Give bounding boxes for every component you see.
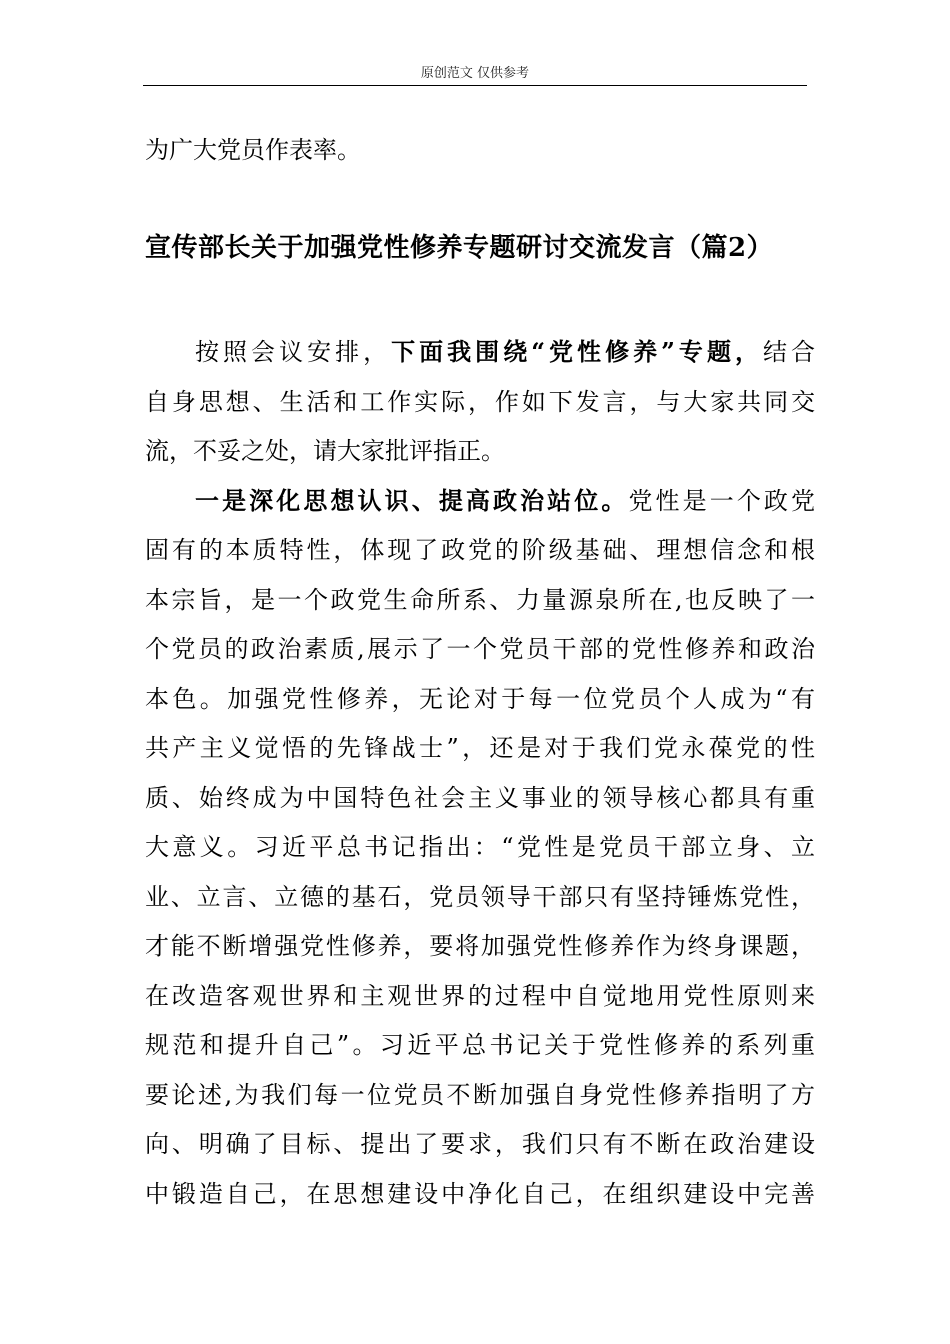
- body-line: [145, 783, 815, 813]
- text-span: 在改造客观世界和主观世界的过程中自觉地用党性原则来: [145, 982, 815, 1010]
- text-span: 业、立言、立德的基石，党员领导干部只有坚持锤炼党性，: [145, 883, 815, 911]
- body-line: [145, 1179, 815, 1209]
- header-text: 原创范文 仅供参考: [420, 66, 530, 81]
- text-span: 按照会议安排，: [195, 338, 392, 366]
- text-span: 共产主义觉悟的先锋战士”，还是对于我们党永葆党的性: [145, 734, 815, 762]
- bold-text: 一是深化思想认识、提高政治站位。: [195, 486, 629, 515]
- text-span: 规范和提升自己”。习近平总书记关于党性修养的系列重: [145, 1031, 815, 1059]
- text-span: 要论述,为我们每一位党员不断加强自身党性修养指明了方: [145, 1081, 815, 1109]
- text-span: 本色。加强党性修养，无论对于每一位党员个人成为“有: [145, 685, 815, 713]
- text-span: 个党员的政治素质,展示了一个党员干部的党性修养和政治: [145, 635, 815, 663]
- text-span: 自身思想、生活和工作实际，作如下发言，与大家共同交: [145, 388, 815, 416]
- document-title: 宣传部长关于加强党性修养专题研讨交流发言（篇2）: [145, 233, 774, 263]
- text-span: 才能不断增强党性修养，要将加强党性修养作为终身课题，: [145, 932, 815, 960]
- body-line: [145, 684, 815, 714]
- text-span: 质、始终成为中国特色社会主义事业的领导核心都具有重: [145, 784, 815, 812]
- body-line: [145, 585, 815, 615]
- body-line: [145, 733, 815, 763]
- text-span: 流，不妥之处，请大家批评指正。: [145, 437, 505, 465]
- body-line: [145, 1030, 815, 1060]
- body-line: [145, 1080, 815, 1110]
- text-span: 中锻造自己，在思想建设中净化自己，在组织建设中完善: [145, 1180, 815, 1208]
- body-line: [145, 931, 815, 961]
- body-line: [145, 387, 815, 417]
- body-line: [195, 486, 815, 516]
- header-rule: [143, 85, 807, 86]
- text-span: 固有的本质特性，体现了政党的阶级基础、理想信念和根: [145, 536, 815, 564]
- body-line: [145, 535, 815, 565]
- body-line: [145, 832, 815, 862]
- body-line: [145, 1129, 815, 1159]
- bold-text: 下面我围绕“党性修养”专题，: [391, 337, 763, 366]
- body-line: [145, 981, 815, 1011]
- text-span: 党性是一个政党: [628, 487, 815, 515]
- body-line: [145, 634, 815, 664]
- carryover-line: 为广大党员作表率。: [145, 136, 361, 164]
- text-span: 向、明确了目标、提出了要求，我们只有不断在政治建设: [145, 1130, 815, 1158]
- body-line: [145, 436, 815, 466]
- body-line: [195, 337, 815, 367]
- text-span: 本宗旨，是一个政党生命所系、力量源泉所在,也反映了一: [145, 586, 815, 614]
- text-span: 大意义。习近平总书记指出：“党性是党员干部立身、立: [145, 833, 815, 861]
- text-span: 结合: [762, 338, 816, 366]
- body-line: [145, 882, 815, 912]
